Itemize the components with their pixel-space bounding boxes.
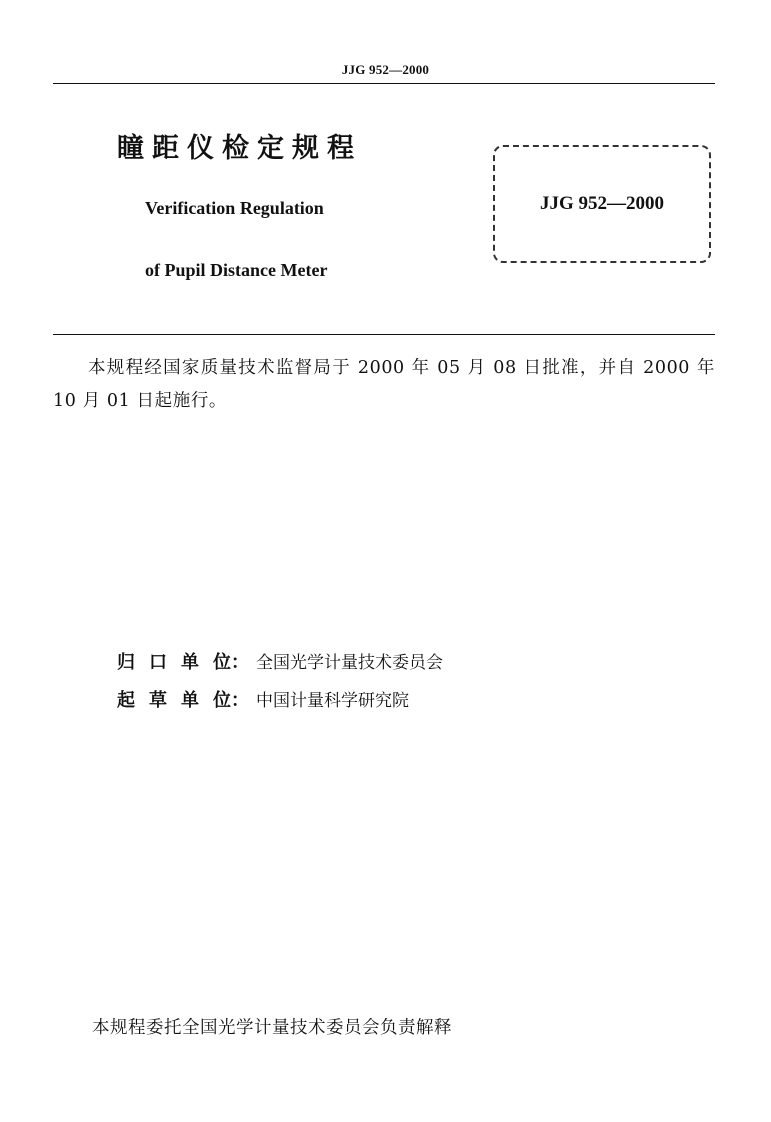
unit-label-char: 起: [117, 690, 135, 711]
approval-statement: 本规程经国家质量技术监督局于 2000 年 05 月 08 日批准，并自 2000 年 10 月 01 日起施行。: [53, 358, 715, 411]
running-header-code: JJG 952—2000: [341, 62, 430, 77]
unit-label-char: 口: [149, 652, 167, 673]
title-rule: [53, 334, 715, 335]
unit-label-char: 位: [213, 652, 231, 673]
unit-label-char: 归: [117, 652, 135, 673]
unit-label-char: 草: [149, 690, 167, 711]
unit-label: [117, 686, 256, 712]
unit-label-char: 位: [213, 690, 231, 711]
header-rule: [53, 83, 715, 84]
drafting-unit-row: [117, 686, 409, 712]
unit-label-colon: ：: [231, 652, 249, 673]
document-title-english-line2: of Pupil Distance Meter: [145, 260, 328, 280]
responsible-unit-row: [117, 648, 443, 674]
interpretation-note: 本规程委托全国光学计量技术委员会负责解释: [92, 1018, 452, 1038]
regulation-code-box: [493, 145, 711, 263]
regulation-code: JJG 952—2000: [539, 193, 665, 214]
document-title-chinese: 瞳距仪检定规程: [117, 133, 362, 164]
unit-label-colon: ：: [231, 690, 249, 711]
unit-value: 中国计量科学研究院: [256, 691, 409, 711]
unit-label-char: 单: [181, 690, 199, 711]
unit-label-char: 单: [181, 652, 199, 673]
unit-value: 全国光学计量技术委员会: [256, 653, 443, 673]
document-title-english-line1: Verification Regulation: [145, 198, 324, 218]
unit-label: [117, 648, 256, 674]
